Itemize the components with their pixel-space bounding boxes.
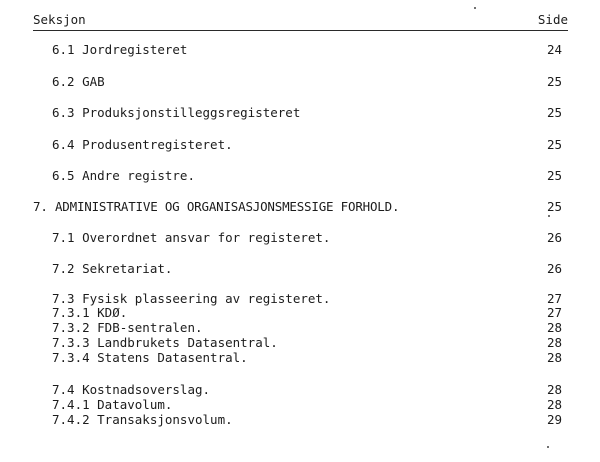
entry-title: 7.4.2 Transaksjonsvolum. [52,412,233,427]
toc-subentry [0,305,600,321]
entry-title: 7.3.1 KDØ. [52,305,128,320]
entry-title: 7.3.2 FDB-sentralen. [52,320,203,335]
entry-title: 7.3 Fysisk plasseering av registeret. [52,291,331,306]
entry-title: 7.1 Overordnet ansvar for registeret. [52,230,331,245]
toc-subentry [0,320,600,336]
entry-page: 25 [546,168,562,183]
scan-speck [547,446,549,448]
page-column-heading: Side [537,12,568,27]
entry-page: 25 [546,74,562,89]
scan-speck [474,7,476,9]
entry-page: 28 [546,335,562,350]
toc-entry [0,42,600,58]
section-column-heading: Seksjon [33,12,86,27]
entry-page: 27 [546,305,562,320]
toc-subentry [0,397,600,413]
entry-page: 25 [546,105,562,120]
entry-title: 6.4 Produsentregisteret. [52,137,233,152]
entry-title: 7.4.1 Datavolum. [52,397,173,412]
toc-entry [0,105,600,121]
entry-page: 29 [546,412,562,427]
entry-page: 28 [546,382,562,397]
entry-title: 6.3 Produksjonstilleggsregisteret [52,105,301,120]
entry-title: 6.1 Jordregisteret [52,42,188,57]
entry-title: 7.2 Sekretariat. [52,261,173,276]
toc-entry [0,230,600,246]
entry-page: 28 [546,320,562,335]
toc-header [33,12,568,30]
entry-title: 6.5 Andre registre. [52,168,195,183]
entry-page: 25 [546,137,562,152]
entry-title: 7.3.3 Landbrukets Datasentral. [52,335,278,350]
entry-page: 26 [546,261,562,276]
toc-entry [0,382,600,398]
entry-page: 24 [546,42,562,57]
entry-title: 7. ADMINISTRATIVE OG ORGANISASJONSMESSIGE FORHOLD. [33,199,400,214]
scan-speck [548,215,550,217]
toc-entry [0,261,600,277]
toc-chapter-entry [0,199,600,215]
entry-page: 25 [546,199,562,214]
entry-page: 28 [546,397,562,412]
entry-title: 6.2 GAB [52,74,105,89]
toc-entry [0,168,600,184]
entry-title: 7.4 Kostnadsoverslag. [52,382,211,397]
toc-entry [0,137,600,153]
entry-title: 7.3.4 Statens Datasentral. [52,350,248,365]
toc-entry [0,74,600,90]
header-underline [33,30,568,31]
entry-page: 26 [546,230,562,245]
toc-subentry [0,350,600,366]
entry-page: 28 [546,350,562,365]
toc-subentry [0,335,600,351]
toc-subentry [0,412,600,428]
entry-page: 27 [546,291,562,306]
